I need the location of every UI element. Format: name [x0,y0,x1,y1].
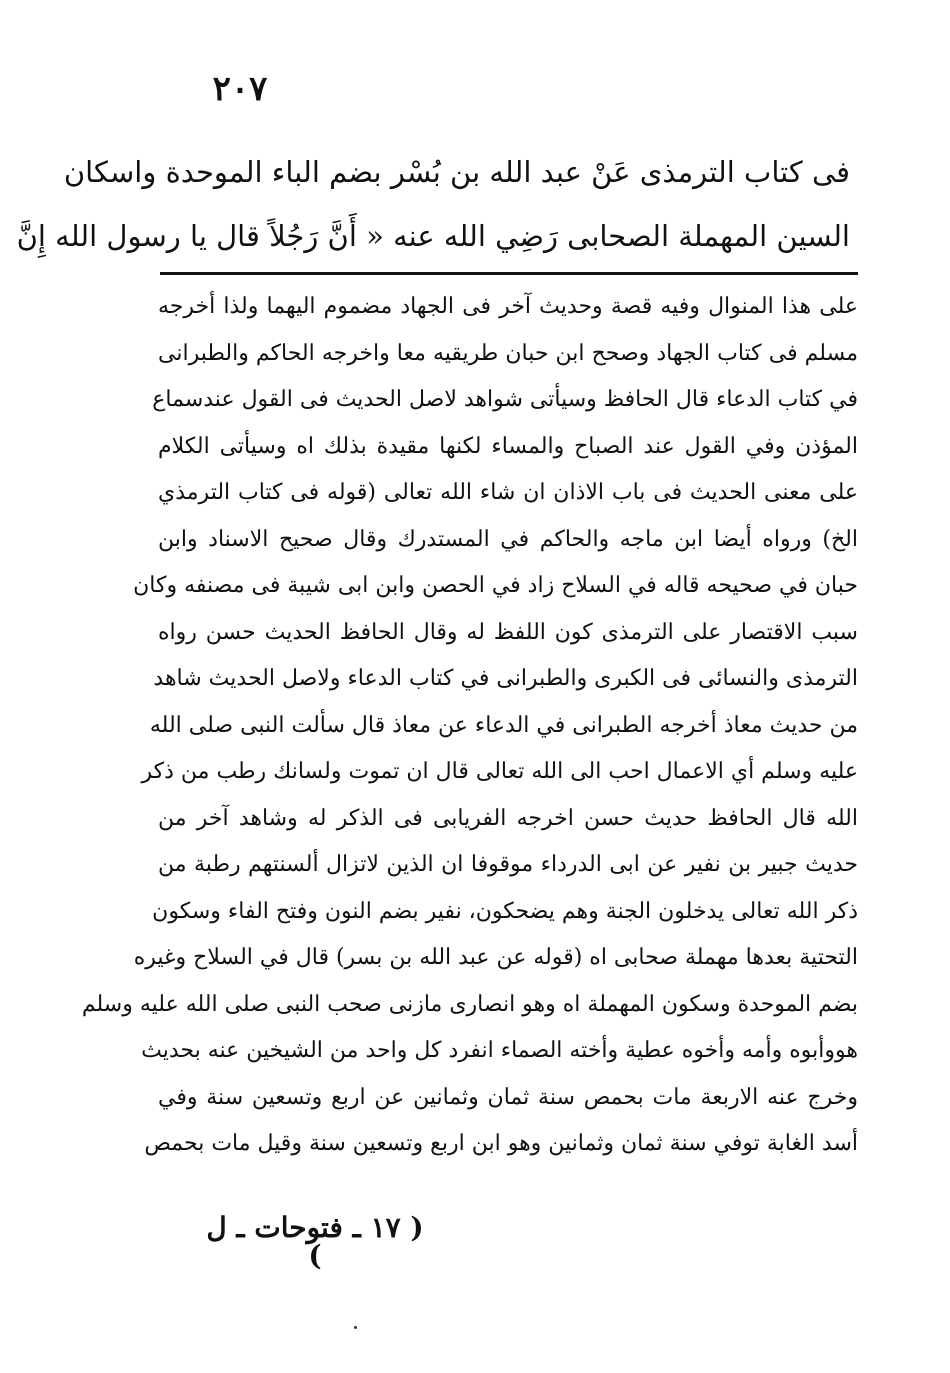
commentary-line: هووأبوه وأمه وأخوه عطية وأخته الصماء انفرد كل واحد من الشيخين عنه بحديث [141,1038,858,1063]
section-divider [160,272,858,275]
commentary-line: الله قال الحافظ حديث حسن اخرجه الفريابى فى الذكر له وشاهد آخر من [158,805,858,831]
commentary-line: حبان في صحيحه قاله في السلاح زاد في الحصن وابن ابى شيبة فى مصنفه وكان [133,573,858,598]
commentary-line: الخ) ورواه أيضا ابن ماجه والحاكم في المستدرك وقال صحيح الاسناد وابن [158,526,858,552]
commentary-line: في كتاب الدعاء قال الحافظ وسيأتى شواهد لاصل الحديث فى القول عندسماع [152,387,858,412]
commentary-line: التحتية بعدها مهملة صحابى اه (قوله عن عبد الله بن بسر) قال في السلاح وغيره [133,945,858,970]
commentary-line: على هذا المنوال وفيه قصة وحديث آخر فى الجهاد مضموم اليهما ولذا أخرجه [158,294,858,319]
commentary-line: ذكر الله تعالى يدخلون الجنة وهم يضحكون، نفير بضم النون وفتح الفاء وسكون [152,898,858,924]
commentary-line: عليه وسلم أي الاعمال احب الى الله تعالى قال ان تموت ولسانك رطب من ذكر [141,759,858,784]
commentary-line: المؤذن وفي القول عند الصباح والمساء لكنها مقيدة بذلك اه وسيأتى الكلام [158,433,858,459]
commentary-line: بضم الموحدة وسكون المهملة اه وهو انصارى مازنى صحب النبى صلى الله عليه وسلم [81,991,858,1017]
commentary-text [81,284,858,1168]
main-text [16,140,850,268]
main-text-line: السين المهملة الصحابى رَضِي الله عنه « أَنَّ رَجُلاً قال يا رسول الله إِنَّ [16,219,850,253]
commentary-line: وخرج عنه الاربعة مات بحمص سنة ثمان وثمانين عن اربع وتسعين سنة وفي [158,1084,858,1110]
main-text-line: فى كتاب الترمذى عَنْ عبد الله بن بُسْر بضم الباء الموحدة واسكان [63,155,850,189]
signature-mark: ( ١٧ ـ فتوحات ـ ل ) [206,1211,424,1272]
commentary-line: مسلم فى كتاب الجهاد وصحح ابن حبان طريقيه معا واخرجه الحاكم والطبرانى [158,340,858,366]
page-number: ٢٠٧ [212,69,268,109]
commentary-line: الترمذى والنسائى فى الكبرى والطبرانى في كتاب الدعاء ولاصل الحديث شاهد [153,666,858,691]
scan-speck [354,1326,357,1329]
commentary-line: حديث جبير بن نفير عن ابى الدرداء موقوفا ان الذين لاتزال ألسنتهم رطبة من [158,852,858,877]
commentary-line: على معنى الحديث فى باب الاذان ان شاء الله تعالى (قوله فى كتاب الترمذي [158,480,858,505]
commentary-line: سبب الاقتصار على الترمذى كون اللفظ له وقال الحافظ الحديث حسن رواه [158,619,858,645]
commentary-line: من حديث معاذ أخرجه الطبرانى في الدعاء عن معاذ قال سألت النبى صلى الله [149,712,858,738]
commentary-line: أسد الغابة توفي سنة ثمان وثمانين وهو ابن اربع وتسعين سنة وقيل مات بحمص [144,1131,858,1156]
